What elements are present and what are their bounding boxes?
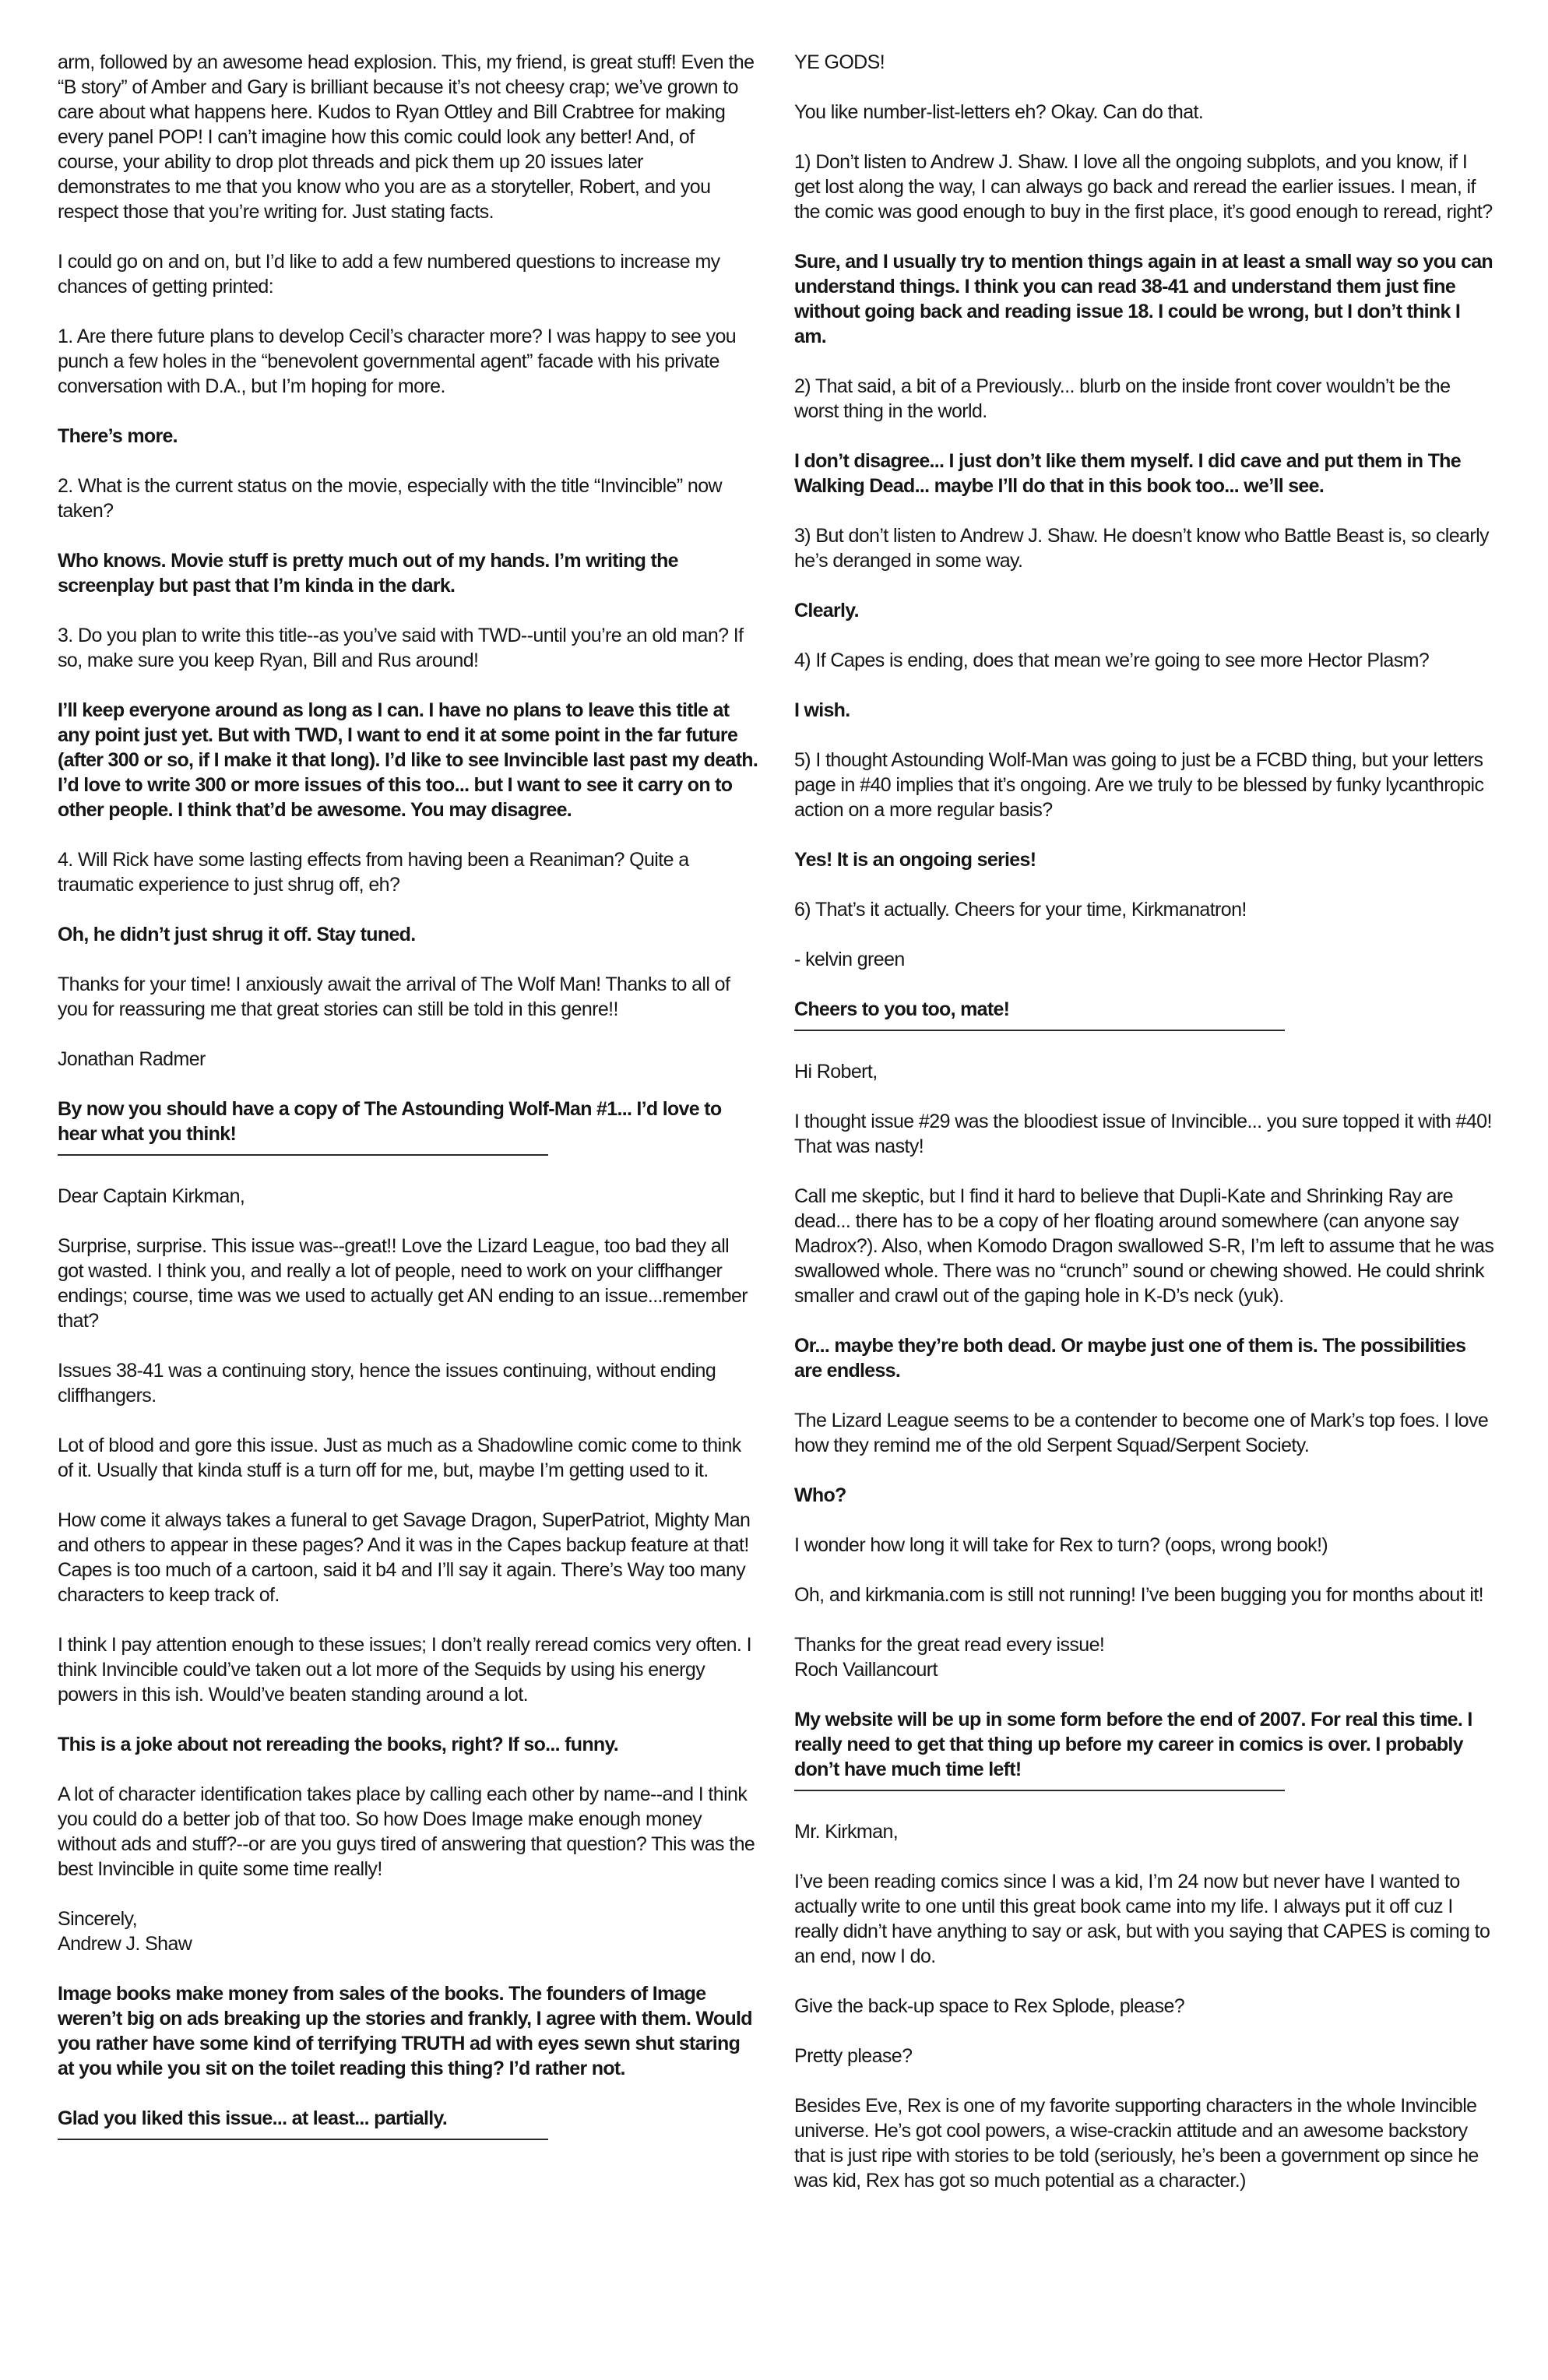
letter-divider — [794, 1030, 1285, 1031]
letter-paragraph: You like number-list-letters eh? Okay. Can do that. — [794, 101, 1204, 123]
left-column — [58, 50, 758, 2168]
letter-divider — [58, 1154, 548, 1156]
right-column — [794, 50, 1495, 2218]
letter-paragraph: How come it always takes a funeral to get Savage Dragon, SuperPatriot, Mighty Man and others to appear in these pages? And it was in the Capes backup feature at that! Capes is too much of a cartoon, said it b4 and I’ll say it again. There’s Way too many characters to keep track of. — [58, 1509, 751, 1606]
letter-paragraph: 3. Do you plan to write this title--as you’ve said with TWD--until you’re an old man? If so, make sure you keep Ryan, Bill and Rus around! — [58, 625, 744, 671]
letter-paragraph: I wonder how long it will take for Rex to turn? (oops, wrong book!) — [794, 1534, 1328, 1556]
letter-paragraph: Thanks for the great read every issue! Roch Vaillancourt — [794, 1634, 1105, 1681]
letter-paragraph: arm, followed by an awesome head explosion. This, my friend, is great stuff! Even the “B story” of Amber and Gary is brilliant because it’s not cheesy crap; we’ve grown to care about what happens here. Kudos to Ryan Ottley and Bill Crabtree for making every panel POP! I can’t imagine how this comic could look any better! And, of course, your ability to drop plot threads and pick them up 20 issues later demonstrates to me that you know who you are as a storyteller, Robert, and you respect those that you’re writing for. Just stating facts. — [58, 51, 755, 223]
editor-reply: Glad you liked this issue... at least... partially. — [58, 2107, 448, 2129]
editor-reply: I don’t disagree... I just don’t like them myself. I did cave and put them in The Walking Dead... maybe I’ll do that in this book too... we’ll see. — [794, 450, 1461, 497]
letter-paragraph: Mr. Kirkman, — [794, 1821, 899, 1843]
editor-reply: Clearly. — [794, 600, 859, 621]
letter-divider — [58, 2139, 548, 2140]
editor-reply: Oh, he didn’t just shrug it off. Stay tuned. — [58, 924, 416, 945]
letter-divider — [794, 1790, 1285, 1791]
letter-paragraph: Give the back-up space to Rex Splode, please? — [794, 1995, 1185, 2017]
letter-paragraph: - kelvin green — [794, 949, 905, 970]
letter-paragraph: I’ve been reading comics since I was a kid, I’m 24 now but never have I wanted to actually write to one until this great book came into my life. I always put it off cuz I really didn’t have anything to say or ask, but with you saying that CAPES is coming to an end, now I do. — [794, 1871, 1490, 1967]
letter-paragraph: 4) If Capes is ending, does that mean we’re going to see more Hector Plasm? — [794, 650, 1430, 671]
letter-paragraph: I could go on and on, but I’d like to add a few numbered questions to increase my chances of getting printed: — [58, 251, 720, 298]
letter-paragraph: 3) But don’t listen to Andrew J. Shaw. He doesn’t know who Battle Beast is, so clearly he’s deranged in some way. — [794, 525, 1489, 572]
editor-reply: My website will be up in some form before the end of 2007. For real this time. I really need to get that thing up before my career in comics is over. I probably don’t have much time left! — [794, 1709, 1472, 1780]
letter-paragraph: Besides Eve, Rex is one of my favorite supporting characters in the whole Invincible universe. He’s got cool powers, a wise-crackin attitude and an awesome backstory that is just ripe with stories to be told (seriously, he’s been a government op since he was kid, Rex has got so much potential as a character.) — [794, 2095, 1479, 2192]
letter-paragraph: Oh, and kirkmania.com is still not running! I’ve been bugging you for months about it! — [794, 1584, 1484, 1606]
letter-paragraph: Hi Robert, — [794, 1061, 878, 1083]
editor-reply: I’ll keep everyone around as long as I can. I have no plans to leave this title at any point just yet. But with TWD, I want to end it at some point in the far future (after 300 or so, if I make it that long). I’d like to see Invincible last past my death. I’d love to write 300 or more issues of this too... but I want to see it carry on to other people. I think that’d be awesome. You may disagree. — [58, 699, 758, 821]
letter-paragraph: I thought issue #29 was the bloodiest issue of Invincible... you sure topped it with #40! That was nasty! — [794, 1111, 1492, 1157]
editor-reply: By now you should have a copy of The Astounding Wolf-Man #1... I’d love to hear what you think! — [58, 1098, 722, 1145]
letter-paragraph: Call me skeptic, but I find it hard to believe that Dupli-Kate and Shrinking Ray are dead... there has to be a copy of her floating around somewhere (can anyone say Madrox?). Also, when Komodo Dragon swallowed S-R, I’m left to assume that he was swallowed whole. There was no “crunch” sound or chewing showed. He could shrink smaller and crawl out of the gaping hole in K-D’s neck (yuk). — [794, 1185, 1494, 1307]
letter-paragraph: 4. Will Rick have some lasting effects from having been a Reaniman? Quite a traumatic experience to just shrug off, eh? — [58, 849, 689, 896]
letter-paragraph: 1. Are there future plans to develop Cecil’s character more? I was happy to see you punch a few holes in the “benevolent governmental agent” facade with his private conversation with D.A., but I’m hoping for more. — [58, 326, 737, 397]
letter-paragraph: Lot of blood and gore this issue. Just as much as a Shadowline comic come to think of it. Usually that kinda stuff is a turn off for me, but, maybe I’m getting used to it. — [58, 1435, 741, 1481]
editor-reply: This is a joke about not rereading the books, right? If so... funny. — [58, 1734, 619, 1755]
letter-paragraph: Dear Captain Kirkman, — [58, 1185, 245, 1207]
editor-reply: Who? — [794, 1484, 846, 1506]
editor-reply: There’s more. — [58, 425, 178, 447]
letter-paragraph: Jonathan Radmer — [58, 1048, 206, 1070]
editor-reply: Sure, and I usually try to mention things again in at least a small way so you can understand things. I think you can read 38-41 and understand them just fine without going back and reading issue 18. I could be wrong, but I don’t think I am. — [794, 251, 1493, 347]
letter-paragraph: 1) Don’t listen to Andrew J. Shaw. I love all the ongoing subplots, and you know, if I get lost along the way, I can always go back and reread the earlier issues. I mean, if the comic was good enough to buy in the first place, it’s good enough to reread, right? — [794, 151, 1493, 223]
editor-reply: Or... maybe they’re both dead. Or maybe just one of them is. The possibilities are endless. — [794, 1335, 1466, 1382]
letter-paragraph: 6) That’s it actually. Cheers for your time, Kirkmanatron! — [794, 899, 1247, 921]
editor-reply: Yes! It is an ongoing series! — [794, 849, 1036, 871]
editor-reply: I wish. — [794, 699, 850, 721]
letter-paragraph: Pretty please? — [794, 2045, 913, 2067]
letter-paragraph: The Lizard League seems to be a contender to become one of Mark’s top foes. I love how they remind me of the old Serpent Squad/Serpent Society. — [794, 1410, 1489, 1456]
letter-paragraph: I think I pay attention enough to these issues; I don’t really reread comics very often. I think Invincible could’ve taken out a lot more of the Sequids by using his energy powers in this ish. Would’ve beaten standing around a lot. — [58, 1634, 751, 1706]
editor-reply: Image books make money from sales of the books. The founders of Image weren’t big on ads breaking up the stories and frankly, I agree with them. Would you rather have some kind of terrifying TRUTH ad with eyes sewn shut staring at you while you sit on the toilet reading this thing? I’d rather not. — [58, 1983, 752, 2079]
editor-reply: Who knows. Movie stuff is pretty much out of my hands. I’m writing the screenplay but past that I’m kinda in the dark. — [58, 550, 678, 597]
letter-paragraph: 5) I thought Astounding Wolf-Man was going to just be a FCBD thing, but your letters page in #40 implies that it’s ongoing. Are we truly to be blessed by funky lycanthropic action on a more regular basis? — [794, 749, 1484, 821]
letter-paragraph: Issues 38-41 was a continuing story, hence the issues continuing, without ending cliffhangers. — [58, 1360, 716, 1407]
letter-paragraph: Sincerely, Andrew J. Shaw — [58, 1908, 192, 1955]
editor-reply: Cheers to you too, mate! — [794, 998, 1010, 1020]
letter-paragraph: 2. What is the current status on the movie, especially with the title “Invincible” now taken? — [58, 475, 722, 522]
letter-paragraph: YE GODS! — [794, 51, 885, 73]
letter-paragraph: Thanks for your time! I anxiously await the arrival of The Wolf Man! Thanks to all of you for reassuring me that great stories can still be told in this genre!! — [58, 973, 730, 1020]
letter-paragraph: 2) That said, a bit of a Previously... blurb on the inside front cover wouldn’t be the worst thing in the world. — [794, 375, 1451, 422]
letter-paragraph: Surprise, surprise. This issue was--great!! Love the Lizard League, too bad they all got wasted. I think you, and really a lot of people, need to work on your cliffhanger endings; course, time was we used to actually get AN ending to an issue...remember that? — [58, 1235, 748, 1332]
letter-paragraph: A lot of character identification takes place by calling each other by name--and I think you could do a better job of that too. So how Does Image make enough money without ads and stuff?--or are you guys tired of answering that question? This was the best Invincible in quite some time really! — [58, 1783, 755, 1880]
